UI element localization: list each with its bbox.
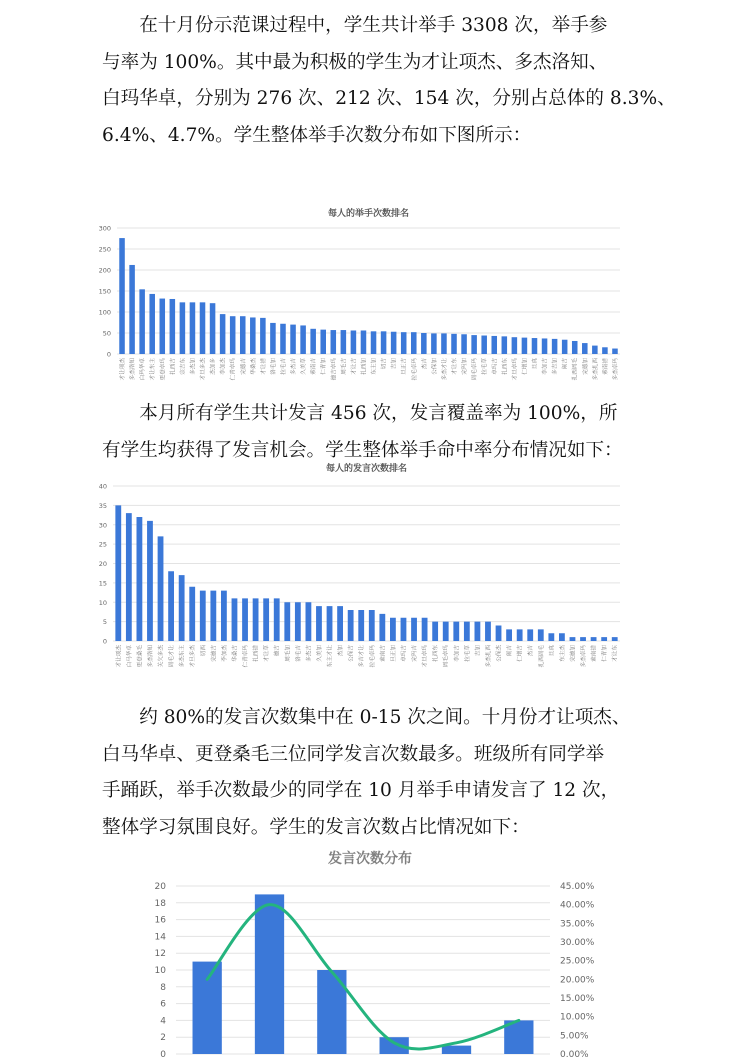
x-tick-label: 李加杰: [221, 645, 228, 662]
bar: [255, 894, 284, 1054]
y-tick-label: 4: [160, 1016, 166, 1027]
x-tick-label: 公保加: [431, 358, 438, 375]
y2-tick-label: 30.00%: [560, 938, 595, 948]
x-tick-label: 德吉卓玛: [331, 358, 338, 381]
x-tick-label: 更登卓玛: [160, 358, 167, 381]
chart-title: 发言次数分布: [328, 851, 412, 867]
y-tick-label: 14: [154, 932, 166, 943]
x-tick-label: 扎西东: [502, 358, 509, 375]
text-line: 手踊跃，举手次数最少的同学在 10 月举手申请发言了 12 次，: [102, 780, 620, 801]
x-tick-label: 德吉: [274, 645, 281, 657]
x-tick-label: 完玛加: [462, 358, 469, 375]
x-tick-label: 仁增加: [522, 358, 529, 375]
x-tick-label: 拉毛草: [464, 645, 471, 662]
x-tick-label: 白马华卓: [126, 645, 133, 668]
x-tick-label: 多吉加: [552, 358, 559, 375]
x-tick-label: 扎西措: [253, 645, 260, 662]
y-tick-label: 16: [154, 915, 166, 926]
y-tick-label: 35: [98, 501, 107, 510]
x-tick-label: 才旦多杰: [190, 645, 197, 668]
x-tick-label: 仁青卓玛: [230, 358, 237, 381]
x-tick-label: 东主才让: [327, 645, 334, 668]
x-tick-label: 多杰卓玛: [581, 645, 588, 668]
x-tick-label: 闹吉: [507, 645, 514, 657]
x-tick-label: 扎西周毛: [538, 645, 545, 668]
x-tick-label: 洛毛加: [270, 358, 277, 375]
x-tick-label: 才让东主: [150, 358, 157, 381]
x-tick-label: 卓玛吉: [492, 358, 499, 375]
text-line: 约 80%的发言次数集中在 0-15 次之间。十月份才让项杰、: [102, 707, 631, 728]
y-tick-label: 100: [98, 308, 111, 317]
x-tick-label: 完德吉: [211, 645, 218, 662]
x-tick-label: 宗吉东: [180, 358, 187, 375]
x-tick-label: 仁青卓玛: [243, 645, 250, 668]
x-tick-label: 仁青加: [321, 358, 328, 375]
x-tick-label: 吉加: [475, 645, 482, 657]
x-tick-label: 扎西吉: [170, 358, 177, 375]
x-tick-label: 旦正加: [390, 645, 397, 662]
y-tick-label: 20: [154, 882, 166, 892]
y-tick-label: 150: [98, 287, 111, 296]
text-line: 白玛华卓，分别为 276 次、212 次、154 次，分别占总体的 8.3%、: [102, 88, 676, 109]
x-tick-label: 杰吉: [528, 645, 535, 657]
x-tick-label: 索南吉: [311, 358, 318, 375]
y-tick-label: 200: [98, 266, 111, 275]
x-tick-label: 才旦卓玛: [422, 645, 429, 668]
x-tick-label: 周毛卓玛: [443, 645, 450, 668]
x-tick-label: 才旦多杰: [200, 358, 207, 381]
x-tick-label: 杰加: [338, 645, 345, 657]
x-tick-label: 仁青加: [602, 645, 609, 662]
chart-title: 每人的举手次数排名: [327, 209, 410, 219]
x-tick-label: 扎西周毛: [572, 358, 579, 381]
x-tick-label: 更登桑毛: [137, 645, 144, 668]
bar: [442, 1046, 471, 1054]
x-tick-label: 周毛吉: [341, 358, 348, 375]
y-tick-label: 6: [160, 999, 166, 1010]
x-tick-label: 李加吉: [542, 358, 549, 375]
x-tick-label: 久美加: [316, 645, 323, 662]
y-tick-label: 300: [98, 224, 111, 233]
x-tick-label: 才让东: [612, 645, 619, 662]
x-tick-label: 旦正吉: [401, 358, 408, 375]
y-tick-label: 5: [102, 618, 107, 627]
x-tick-label: 拉毛卓玛: [369, 645, 376, 668]
x-tick-label: 才让吉: [351, 358, 358, 375]
x-tick-label: 才旦卓玛: [512, 358, 519, 381]
x-tick-label: 才让东: [452, 358, 459, 375]
y-tick-label: 18: [154, 898, 166, 909]
y-tick-label: 2: [160, 1033, 166, 1044]
x-tick-label: 拉毛草: [482, 358, 489, 375]
y2-tick-label: 0.00%: [560, 1050, 589, 1058]
x-tick-label: 东主杰: [559, 645, 566, 662]
x-tick-label: 多杰吉: [291, 358, 298, 375]
x-tick-label: 扎西加: [361, 358, 368, 375]
y-tick-label: 10: [154, 966, 166, 976]
y2-tick-label: 15.00%: [560, 994, 595, 1004]
x-tick-label: 洛毛吉: [295, 645, 302, 662]
x-tick-label: 切西: [200, 645, 207, 657]
y-tick-label: 20: [98, 560, 107, 568]
y2-tick-label: 5.00%: [560, 1031, 589, 1042]
text-line: 整体学习氛围良好。学生的发言次数占比情况如下：: [102, 816, 530, 838]
text-line: 与率为 100%。其中最为积极的学生为才让项杰、多杰洛知、: [102, 51, 608, 73]
x-tick-label: 多杰吉: [306, 645, 313, 662]
x-tick-label: 久美草: [301, 358, 308, 375]
x-tick-label: 吉加: [391, 358, 398, 370]
x-tick-label: 多杰加: [190, 358, 197, 375]
x-tick-label: 才让草: [264, 645, 271, 662]
x-tick-label: 东主加: [371, 358, 378, 375]
x-tick-label: 完德加: [570, 645, 577, 662]
x-tick-label: 索南吉: [380, 645, 387, 662]
chart-title: 每人的发言次数排名: [325, 464, 408, 474]
y-tick-label: 12: [154, 949, 166, 960]
x-tick-label: 才让项杰: [120, 358, 127, 381]
text-line: 本月所有学生共计发言 456 次，发言覆盖率为 100%，所: [102, 403, 618, 424]
y-tick-label: 250: [98, 245, 111, 254]
x-tick-label: 完德加: [582, 358, 589, 375]
x-tick-label: 拉毛吉: [280, 358, 287, 375]
x-tick-label: 旦真: [549, 645, 556, 657]
x-tick-label: 杰吉: [421, 358, 428, 370]
x-tick-label: 公保杰: [496, 645, 503, 662]
y-tick-label: 30: [98, 521, 107, 530]
x-tick-label: 切吉: [381, 358, 388, 370]
y-tick-label: 15: [98, 579, 107, 588]
series-line: [207, 905, 519, 1049]
x-tick-label: 李加吉: [454, 645, 461, 662]
x-tick-label: 华桑杰: [250, 358, 257, 375]
x-tick-label: 多杰洛知: [147, 645, 154, 668]
x-tick-label: 周毛加: [285, 645, 292, 662]
x-tick-label: 多杰卓玛: [612, 358, 619, 381]
y2-tick-label: 10.00%: [560, 1012, 595, 1023]
y-tick-label: 0: [160, 1050, 166, 1058]
x-tick-label: 完玛吉: [412, 645, 419, 662]
x-tick-label: 李加杰: [220, 358, 227, 375]
x-tick-label: 杰加多: [210, 358, 217, 375]
x-tick-label: 闹吉: [562, 358, 569, 370]
x-tick-label: 多吉才让: [359, 645, 366, 668]
y-tick-label: 0: [102, 637, 107, 646]
x-tick-label: 周毛卓玛: [472, 358, 479, 381]
x-tick-label: 多杰扎西: [592, 358, 599, 381]
y-tick-label: 10: [98, 598, 107, 607]
x-tick-label: 多杰东主: [179, 645, 186, 668]
x-tick-label: 索南措: [602, 358, 609, 375]
x-tick-label: 白玛华卓: [140, 358, 147, 381]
text-line: 6.4%、4.7%。学生整体举手次数分布如下图所示：: [102, 124, 532, 146]
y-tick-label: 0: [106, 350, 111, 359]
y-tick-label: 50: [102, 329, 111, 338]
x-tick-label: 多杰才让: [441, 358, 448, 381]
x-tick-label: 周毛才让: [169, 645, 176, 668]
text-line: 白马华卓、更登桑毛三位同学发言次数最多。班级所有同学举: [102, 743, 605, 765]
text-line: 有学生均获得了发言机会。学生整体举手命中率分布情况如下：: [102, 439, 623, 461]
y2-tick-label: 20.00%: [560, 975, 595, 986]
x-tick-label: 完德吉: [240, 358, 247, 375]
x-tick-label: 拉毛卓玛: [411, 358, 418, 381]
x-tick-label: 才让措: [260, 358, 267, 375]
y2-tick-label: 35.00%: [560, 919, 595, 930]
x-tick-label: 卓玛吉: [401, 645, 408, 662]
y-tick-label: 8: [160, 982, 166, 993]
x-tick-label: 多杰扎西: [485, 645, 492, 668]
x-tick-label: 才让项杰: [116, 645, 123, 668]
text-line: 在十月份示范课过程中，学生共计举手 3308 次，举手参: [102, 15, 608, 36]
bar: [193, 962, 222, 1054]
y2-tick-label: 45.00%: [560, 882, 595, 892]
x-tick-label: 多杰洛知: [130, 358, 137, 381]
x-tick-label: 仁增吉: [517, 645, 524, 662]
x-tick-label: 关欠多杰: [158, 645, 165, 668]
y-tick-label: 25: [98, 540, 107, 549]
x-tick-label: 公保吉: [348, 645, 355, 662]
y2-tick-label: 40.00%: [560, 900, 595, 911]
y2-tick-label: 25.00%: [560, 956, 595, 967]
x-tick-label: 扎西东: [433, 645, 440, 662]
x-tick-label: 旦真: [532, 358, 539, 370]
y-tick-label: 40: [98, 482, 107, 491]
x-tick-label: 华桑吉: [232, 645, 239, 662]
x-tick-label: 索南措: [591, 645, 598, 662]
